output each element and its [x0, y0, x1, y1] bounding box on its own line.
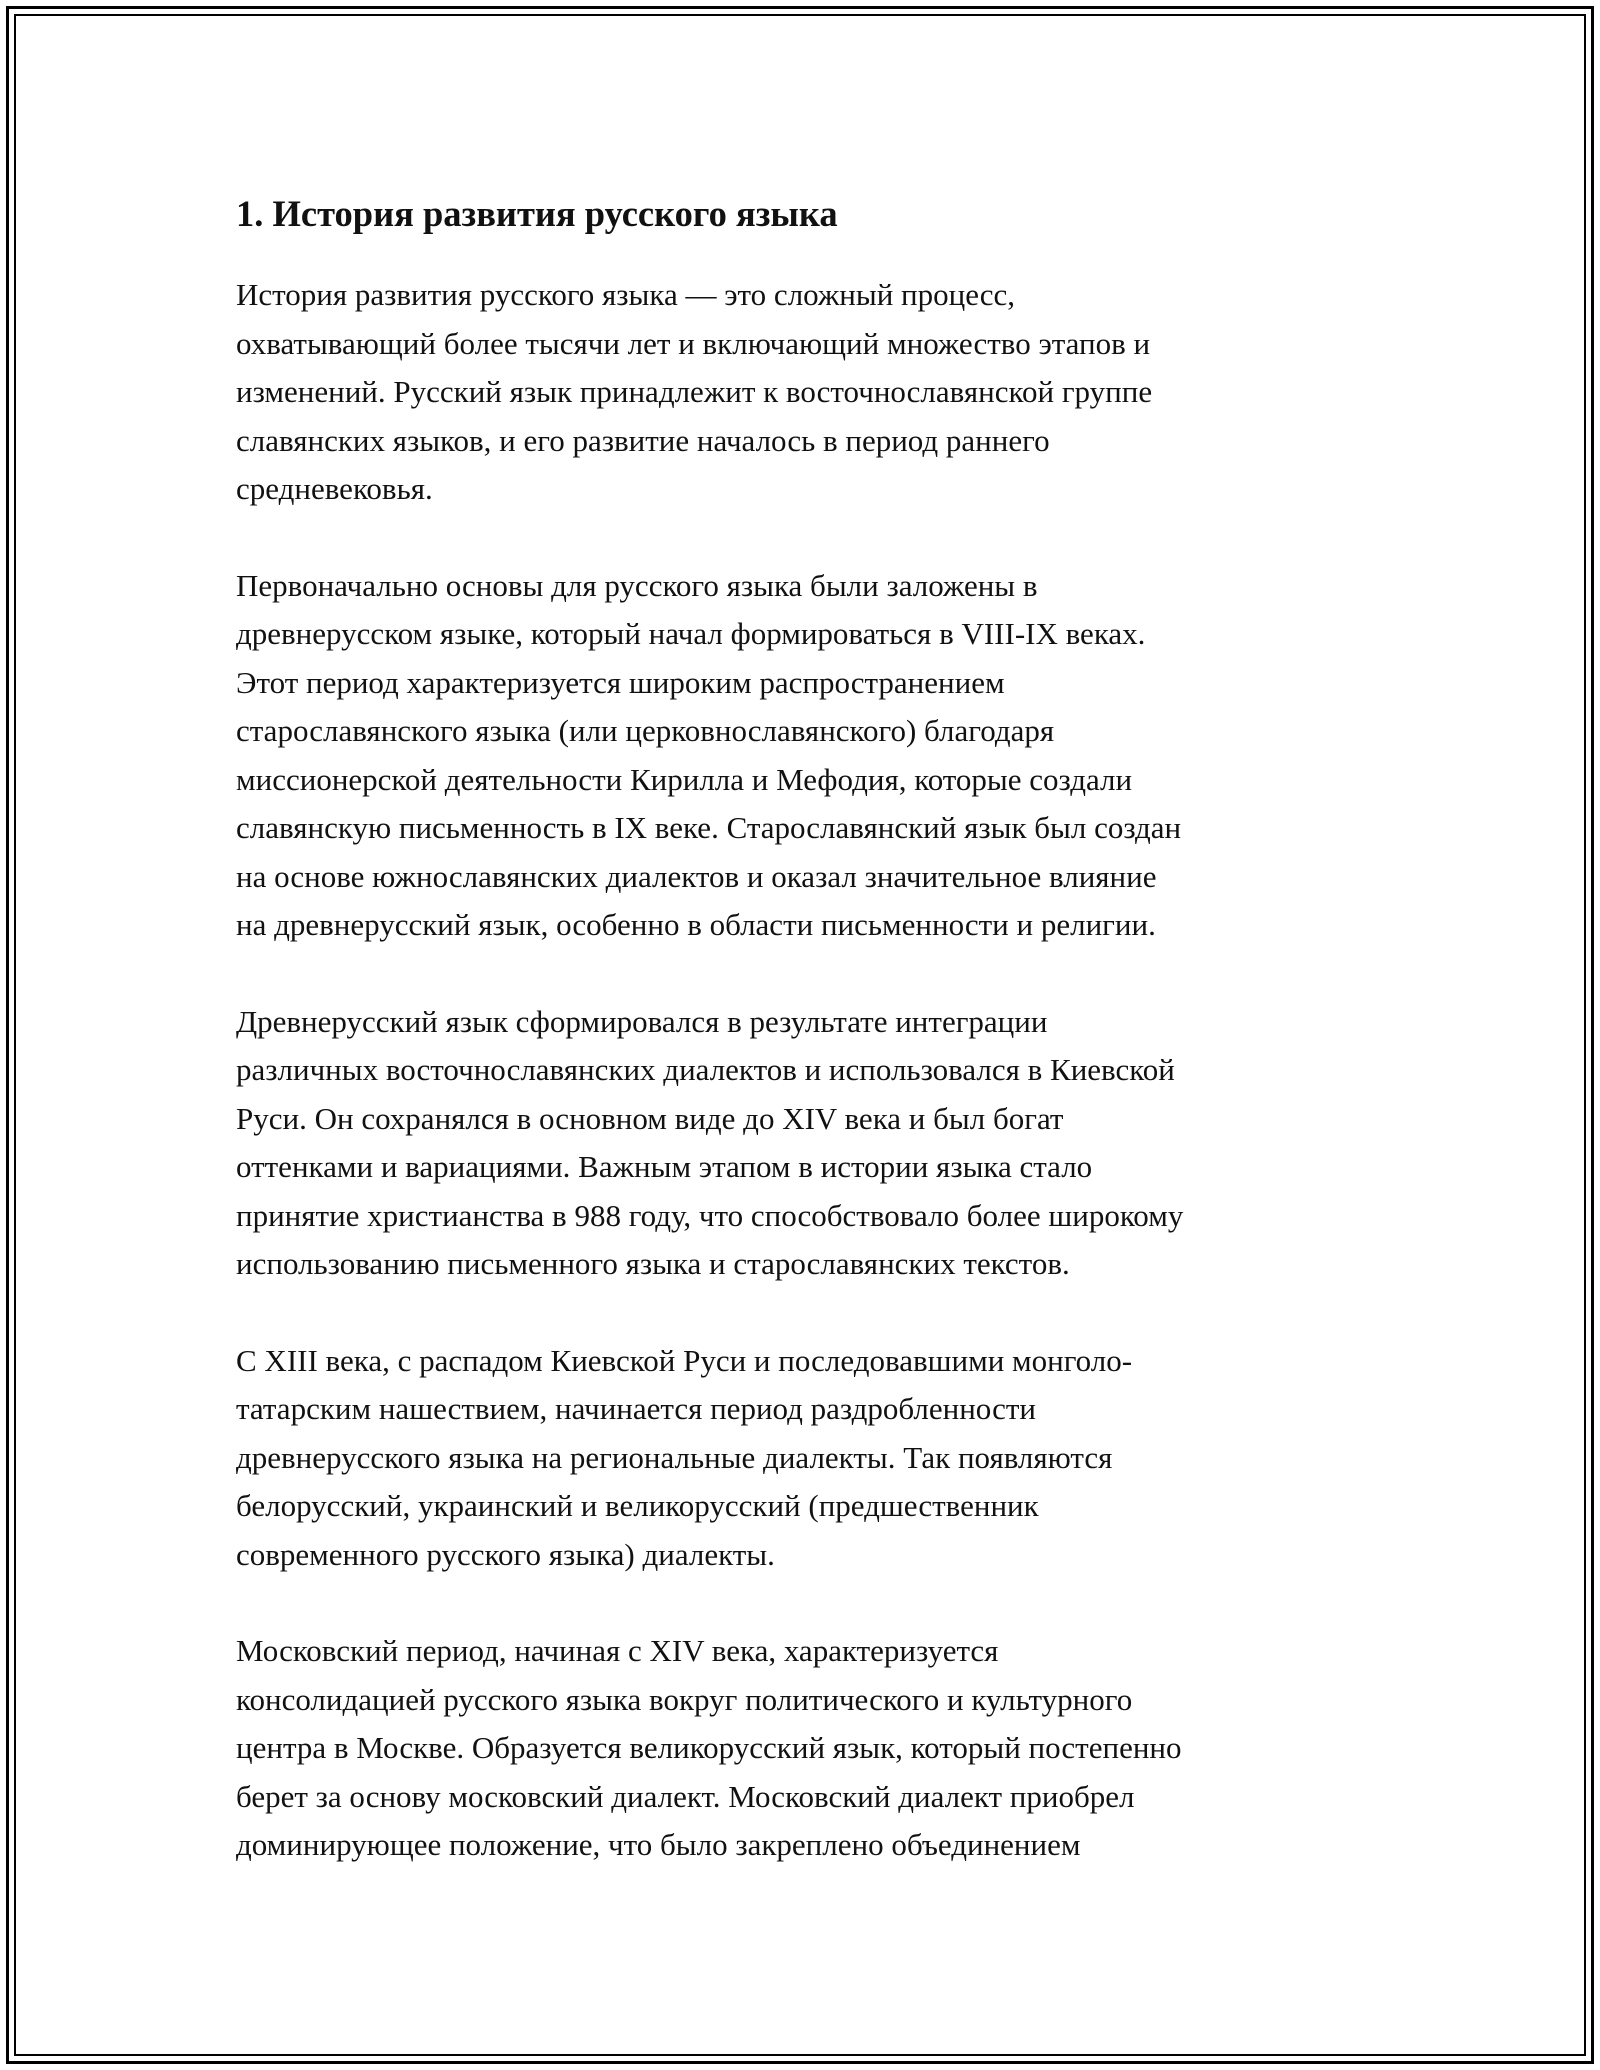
text-line: использованию письменного языка и старославянских текстов. — [236, 1246, 1070, 1281]
text-line: изменений. Русский язык принадлежит к восточнославянской группе — [236, 374, 1153, 409]
document-body — [236, 185, 1376, 1918]
text-line: старославянского языка (или церковнославянского) благодаря — [236, 713, 1055, 748]
text-line: Руси. Он сохранялся в основном виде до XIV века и был богат — [236, 1100, 1064, 1136]
text-line: охватывающий более тысячи лет и включающий множество этапов и — [236, 325, 1151, 361]
text-line: татарским нашествием, начинается период раздробленности — [236, 1391, 1036, 1426]
text-line: Этот период характеризуется широким распространением — [236, 664, 1005, 700]
text-line: славянскую письменность в IX веке. Старославянский язык был создан — [236, 810, 1182, 845]
text-line: миссионерской деятельности Кирилла и Мефодия, которые создали — [236, 761, 1133, 797]
text-line: различных восточнославянских диалектов и использовался в Киевской — [236, 1052, 1175, 1087]
text-line: История развития русского языка — это сложный процесс, — [236, 277, 1016, 312]
paragraph — [236, 1337, 1376, 1580]
text-line: принятие христианства в 988 году, что способствовало более широкому — [236, 1197, 1184, 1233]
text-line: оттенками и вариациями. Важным этапом в истории языка стало — [236, 1149, 1093, 1184]
paragraph — [236, 1627, 1376, 1870]
text-line: славянских языков, и его развитие началось в период раннего — [236, 422, 1050, 458]
paragraph — [236, 998, 1376, 1289]
text-line: современного русского языка) диалекты. — [236, 1536, 775, 1572]
text-line: на основе южнославянских диалектов и оказал значительное влияние — [236, 858, 1157, 894]
paragraph — [236, 562, 1376, 950]
text-line: древнерусском языке, который начал формироваться в VIII-IX веках. — [236, 616, 1146, 651]
text-line: консолидацией русского языка вокруг политического и культурного — [236, 1681, 1133, 1717]
text-line: центра в Москве. Образуется великорусский язык, который постепенно — [236, 1730, 1182, 1765]
paragraph — [236, 271, 1376, 514]
text-line: С XIII века, с распадом Киевской Руси и последовавшими монголо- — [236, 1342, 1133, 1378]
text-line: на древнерусский язык, особенно в области письменности и религии. — [236, 907, 1156, 942]
text-line: белорусский, украинский и великорусский (предшественник — [236, 1488, 1039, 1523]
text-line: Древнерусский язык сформировался в результате интеграции — [236, 1003, 1048, 1039]
text-line: древнерусского языка на региональные диалекты. Так появляются — [236, 1439, 1113, 1475]
text-line: доминирующее положение, что было закреплено объединением — [236, 1827, 1081, 1862]
text-line: берет за основу московский диалект. Московский диалект приобрел — [236, 1778, 1135, 1814]
section-heading: 1. История развития русского языка — [236, 193, 838, 234]
text-line: Московский период, начиная с XIV века, характеризуется — [236, 1633, 999, 1668]
text-line: Первоначально основы для русского языка были заложены в — [236, 567, 1038, 603]
text-line: средневековья. — [236, 471, 433, 506]
